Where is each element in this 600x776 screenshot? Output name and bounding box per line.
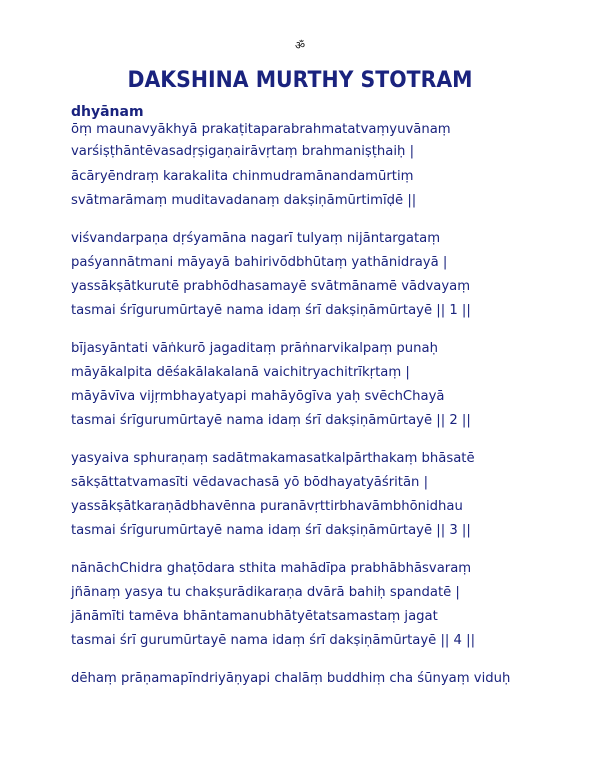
stotram-body	[71, 103, 591, 705]
verse-line: jñānaṃ yasya tu chakṣurādikaraṇa dvārā bahiḥ spandatē |	[71, 585, 460, 600]
verse-line: tasmai śrīgurumūrtayē nama idaṃ śrī dakṣiṇāmūrtayē || 2 ||	[71, 413, 471, 428]
page-title: DAKSHINA MURTHY STOTRAM	[127, 68, 473, 93]
verse-line: paśyannātmani māyayā bahirivōdbhūtaṃ yathānidrayā |	[71, 255, 448, 270]
verse-line: māyākalpita dēśakālakalanā vaichitryachitrīkṛtaṃ |	[71, 365, 410, 380]
verse-1	[71, 227, 591, 323]
verse-line: yassākṣātkaraṇādbhavēnna puranāvṛttirbhavāmbhōnidhau	[71, 499, 463, 514]
verse-line: jānāmīti tamēva bhāntamanubhātyētatsamastaṃ jagat	[71, 609, 438, 624]
verse-line: dēhaṃ prāṇamapīndriyāṇyapi chalāṃ buddhiṃ cha śūnyaṃ viduḥ	[71, 671, 511, 686]
verse-2	[71, 337, 591, 433]
verse-4	[71, 557, 591, 653]
dhyanam-verse	[71, 121, 591, 213]
verse-line: māyāvīva vijṛmbhayatyapi mahāyōgīva yaḥ svēchChayā	[71, 389, 445, 404]
verse-line: yasyaiva sphuraṇaṃ sadātmakamasatkalpārthakaṃ bhāsatē	[71, 451, 475, 466]
verse-line: varśiṣṭhāntēvasadṛṣigaṇairāvṛtaṃ brahmaniṣṭhaiḥ |	[71, 144, 415, 159]
verse-line: ācāryēndraṃ karakalita chinmudramānandamūrtiṃ	[71, 169, 414, 184]
verse-line: sākṣāttatvamasīti vēdavachasā yō bōdhayatyāśritān |	[71, 475, 429, 490]
om-symbol: ॐ	[294, 39, 306, 52]
verse-line: yassākṣātkurutē prabhōdhasamayē svātmānamē vādvayaṃ	[71, 279, 471, 294]
verse-line: svātmarāmaṃ muditavadanaṃ dakṣiṇāmūrtimīḍē ||	[71, 193, 417, 208]
verse-5	[71, 667, 591, 691]
verse-line: tasmai śrī gurumūrtayē nama idaṃ śrī dakṣiṇāmūrtayē || 4 ||	[71, 633, 476, 648]
verse-line: bījasyāntati vāṅkurō jagaditaṃ prāṅnarvikalpaṃ punaḥ	[71, 341, 438, 356]
verse-3	[71, 447, 591, 543]
verse-line: tasmai śrīgurumūrtayē nama idaṃ śrī dakṣiṇāmūrtayē || 3 ||	[71, 523, 471, 538]
verse-line: tasmai śrīgurumūrtayē nama idaṃ śrī dakṣiṇāmūrtayē || 1 ||	[71, 303, 471, 318]
section-heading: dhyānam	[71, 104, 144, 120]
verse-line: ōṃ maunavyākhyā prakaṭitaparabrahmatatvaṃyuvānaṃ	[71, 122, 451, 137]
verse-line: viśvandarpaṇa dṛśyamāna nagarī tulyaṃ nijāntargataṃ	[71, 231, 441, 246]
verse-line: nānāchChidra ghaṭōdara sthita mahādīpa prabhābhāsvaraṃ	[71, 561, 472, 576]
